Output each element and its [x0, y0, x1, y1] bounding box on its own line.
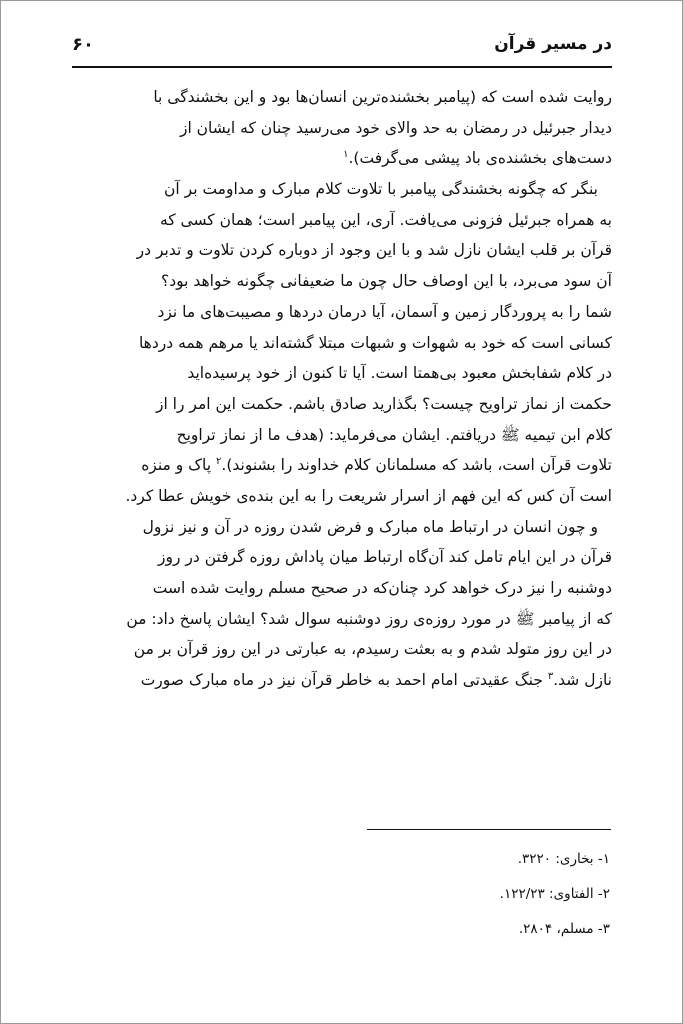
- text-line-content: به همراه جبرئیل فزونی می‌یافت. آری، این پیامبر است؛ همان کسی که: [159, 210, 612, 229]
- text-line-content: بنگر که چگونه بخشندگی پیامبر با تلاوت کلام مبارک و مداومت بر آن: [164, 180, 598, 199]
- text-line-content: روایت شده است که (پیامبر بخشنده‌ترین انسان‌ها بود و این بخشندگی با: [153, 88, 612, 106]
- text-line: [72, 634, 612, 665]
- text-line-content: آن سود می‌برد، با این اوصاف حال چون ما ضعیفانی چگونه خواهد بود؟: [160, 272, 612, 291]
- text-line-tail: جنگ عقیدتی امام احمد به خاطر قرآن نیز در ماه مبارک صورت: [140, 671, 548, 690]
- text-line: [72, 205, 612, 236]
- header-rule: [72, 66, 612, 68]
- text-line-content: است آن کس که این فهم از اسرار شریعت را به این بنده‌ی خویش عطا کرد.: [125, 486, 612, 505]
- footnote-marker: ۱: [343, 149, 349, 161]
- text-line: [72, 235, 612, 266]
- text-line: [72, 389, 612, 420]
- footnote: ۱- بخاری: ۳۲۲۰.: [517, 851, 610, 867]
- text-line: [72, 450, 612, 481]
- text-line: [72, 143, 612, 174]
- text-line: [72, 358, 612, 389]
- text-line: [72, 512, 612, 543]
- running-title: در مسیر قرآن: [494, 34, 612, 54]
- text-line-content: کلام ابن تیمیه ﷺ دریافتم. ایشان می‌فرماید: (هدف ما از نماز تراویح: [176, 425, 612, 444]
- text-line: [72, 542, 612, 573]
- text-line: [72, 573, 612, 604]
- text-line: [72, 266, 612, 297]
- text-line-content: حکمت از نماز تراویح چیست؟ بگذارید صادق باشم. حکمت این امر را از: [155, 394, 612, 413]
- footnotes: [300, 842, 610, 947]
- text-line-content: دیدار جبرئیل در رمضان به حد والای خود می‌رسید چنان که ایشان از: [179, 118, 612, 137]
- text-line-content: شما را به پروردگار زمین و آسمان، آیا درمان دردها و مصیبت‌های ما نزد: [157, 302, 612, 321]
- text-line: [72, 420, 612, 451]
- page-number: ۶۰: [72, 34, 94, 55]
- text-line: [72, 174, 612, 205]
- text-line-content: قرآن بر قلب ایشان نازل شد و با این وجود از دوباره کردن تلاوت و تدبر در: [136, 241, 612, 260]
- footnote: ۳- مسلم، ۲۸۰۴.: [518, 921, 610, 937]
- footnote-marker: ۳: [547, 670, 554, 682]
- text-line: [72, 297, 612, 328]
- text-line: [72, 113, 612, 144]
- body-text: [72, 82, 612, 696]
- page-header: [72, 32, 612, 62]
- text-line-tail: پاک و منزه: [141, 456, 217, 475]
- text-line-content: و چون انسان در ارتباط ماه مبارک و فرض شدن روزه در آن و نیز نزول: [142, 517, 598, 536]
- footnote-rule: [367, 829, 611, 830]
- text-line-content: تلاوت قرآن است، باشد که مسلمانان کلام خداوند را بشنوند).: [221, 456, 612, 475]
- text-line: [72, 481, 612, 512]
- text-line: [72, 328, 612, 359]
- text-line-content: نازل شد.: [553, 671, 612, 690]
- text-line-content: کسانی است که خود به شهوات و شبهات مبتلا گشته‌اند یا مرهم همه دردها: [138, 333, 612, 352]
- text-line-content: دست‌های بخشنده‌ی باد پیشی می‌گرفت).: [348, 149, 612, 168]
- text-line-content: در کلام شفابخش معبود بی‌همتا است. آیا تا کنون از خود پرسیده‌اید: [187, 364, 612, 383]
- text-line-content: قرآن در این ایام تامل کند آن‌گاه ارتباط میان پاداش روزه گرفتن در روز: [158, 548, 612, 567]
- text-line-content: در این روز متولد شدم و به بعثت رسیدم، به عبارتی در این روز قرآن بر من: [133, 640, 612, 659]
- footnote-marker: ۲: [216, 456, 222, 468]
- text-line: [72, 665, 612, 696]
- text-line-content: دوشنبه را نیز درک خواهد کرد چنان‌که در صحیح مسلم روایت شده است: [152, 579, 612, 597]
- footnote: ۲- الفتاوی: ۱۲۲/۲۳.: [499, 886, 610, 902]
- text-line-content: که از پیامبر ﷺ در مورد روزه‌ی روز دوشنبه سوال شد؟ ایشان پاسخ داد: من: [126, 609, 612, 628]
- text-line: [72, 604, 612, 635]
- text-line: [72, 82, 612, 113]
